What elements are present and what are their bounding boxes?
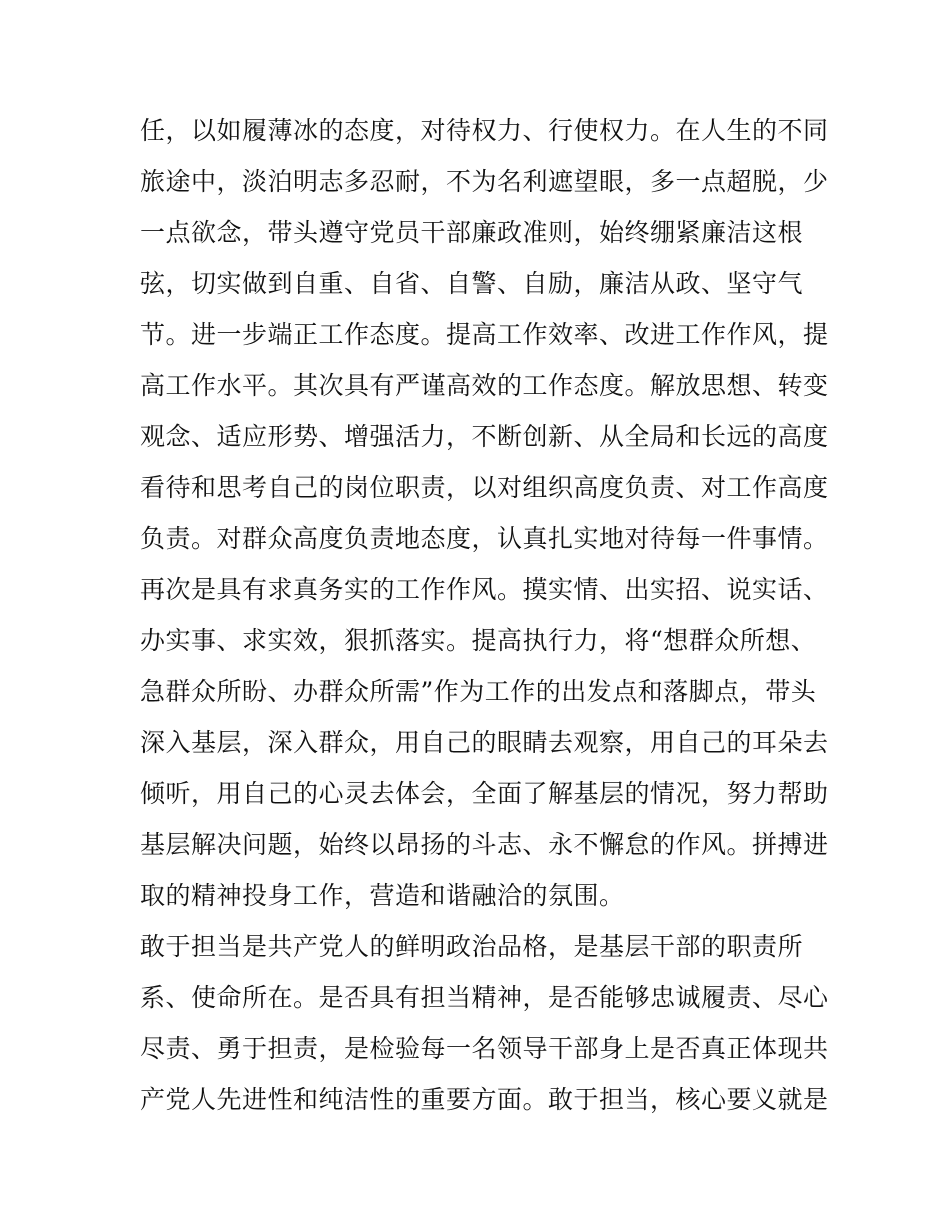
text-line: 急群众所盼、办群众所需”作为工作的出发点和落脚点，带头 <box>140 677 817 706</box>
text-line: 基层解决问题，始终以昂扬的斗志、永不懈怠的作风。拼搏进 <box>140 830 829 859</box>
text-line: 看待和思考自己的岗位职责，以对组织高度负责、对工作高度 <box>140 473 829 502</box>
text-line: 节。进一步端正工作态度。提高工作效率、改进工作作风，提 <box>140 320 829 349</box>
text-line: 旅途中，淡泊明志多忍耐，不为名利遮望眼，多一点超脱，少 <box>140 167 829 196</box>
text-line: 任，以如履薄冰的态度，对待权力、行使权力。在人生的不同 <box>140 116 829 145</box>
text-line: 产党人先进性和纯洁性的重要方面。敢于担当，核心要义就是 <box>140 1085 829 1114</box>
text-line: 办实事、求实效，狠抓落实。提高执行力，将“想群众所想、 <box>140 626 817 655</box>
text-line: 高工作水平。其次具有严谨高效的工作态度。解放思想、转变 <box>140 371 829 400</box>
text-line: 观念、适应形势、增强活力，不断创新、从全局和长远的高度 <box>140 422 829 451</box>
text-line: 弦，切实做到自重、自省、自警、自励，廉洁从政、坚守气 <box>140 269 804 298</box>
body-text <box>140 105 829 1125</box>
text-line: 系、使命所在。是否具有担当精神，是否能够忠诚履责、尽心 <box>140 983 829 1012</box>
text-line: 倾听，用自己的心灵去体会，全面了解基层的情况，努力帮助 <box>140 779 829 808</box>
text-line: 一点欲念，带头遵守党员干部廉政准则，始终绷紧廉洁这根 <box>140 218 804 247</box>
text-line: 深入基层，深入群众，用自己的眼睛去观察，用自己的耳朵去 <box>140 728 829 757</box>
text-line: 再次是具有求真务实的工作作风。摸实情、出实招、说实话、 <box>140 575 829 604</box>
text-line: 尽责、勇于担责，是检验每一名领导干部身上是否真正体现共 <box>140 1034 829 1063</box>
text-line: 取的精神投身工作，营造和谐融洽的氛围。 <box>140 881 625 910</box>
text-line: 负责。对群众高度负责地态度，认真扎实地对待每一件事情。 <box>140 524 829 553</box>
text-line: 敢于担当是共产党人的鲜明政治品格，是基层干部的职责所 <box>140 932 804 961</box>
